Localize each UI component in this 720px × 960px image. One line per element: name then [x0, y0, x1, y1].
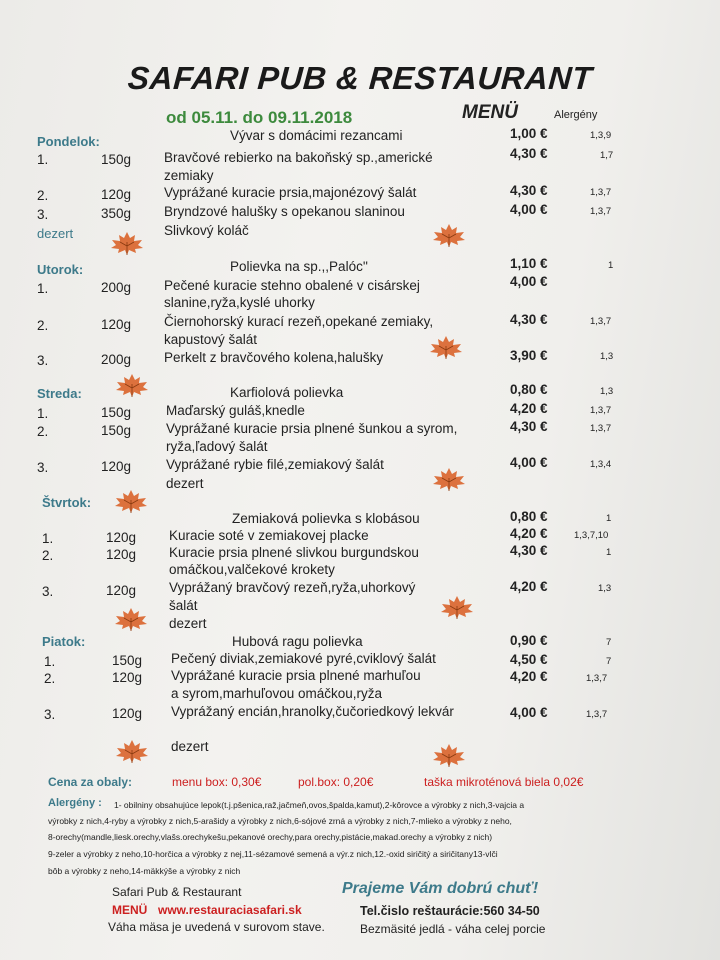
menu-line: 120g [101, 187, 132, 202]
item-allergens: 1,3,7 [590, 423, 612, 434]
item-allergens: 1,3 [600, 351, 614, 362]
day-heading: Utorok: [37, 262, 84, 277]
maple-leaf-icon [430, 222, 468, 248]
item-price: 3,90 € [510, 348, 548, 363]
item-allergens: 1,3,7,10 [574, 530, 609, 541]
item-price: 4,50 € [510, 652, 548, 667]
menu-line: zemiaky [164, 168, 214, 183]
item-price: 0,90 € [510, 633, 548, 648]
menu-line: 3. [37, 460, 49, 475]
item-allergens: 1,3,7 [586, 673, 608, 684]
menu-line: 150g [101, 423, 132, 438]
item-allergens: 1,3 [600, 386, 614, 397]
item-price: 4,20 € [510, 669, 548, 684]
item-price: 4,30 € [510, 419, 548, 434]
menu-line: Bryndzové halušky s opekanou slaninou [164, 204, 405, 219]
menu-line: 1. [37, 406, 49, 421]
item-allergens: 1,3 [598, 583, 612, 594]
item-allergens: 1,3,7 [590, 206, 612, 217]
item-allergens: 1,3,7 [590, 405, 612, 416]
menu-line: Vyprážané kuracie prsia plnené marhuľou [171, 668, 421, 683]
item-allergens: 1 [606, 547, 612, 558]
maple-leaf-icon [112, 488, 150, 514]
weight-note: Váha mäsa je uvedená v surovom stave. [108, 920, 325, 934]
menu-line: Perkelt z bravčového kolena,halušky [164, 350, 384, 365]
item-allergens: 7 [606, 637, 612, 648]
maple-leaf-icon [438, 594, 476, 620]
allergen-line: výrobky z nich,4-ryby a výrobky z nich,5-arašidy a výrobky z nich,6-sójové zrná a výrobky z nich,7-mlieko a výrobky z neho, [48, 816, 512, 826]
allergen-line: 9-zeler a výrobky z neho,10-horčica a výrobky z nej,11-sézamové semená a výr.z nich,12.-oxid siričitý a siričitany13-vlči [48, 849, 498, 859]
menu-line: 3. [44, 707, 56, 722]
menu-line: Zemiaková polievka s klobásou [232, 511, 420, 526]
maple-leaf-icon [113, 738, 151, 764]
item-price: 4,00 € [510, 202, 548, 217]
menu-line: Vyprážané kuracie prsia plnené šunkou a syrom, [166, 421, 458, 436]
menu-line: Vyprážaný bravčový rezeň,ryža,uhorkový [169, 580, 416, 595]
menu-line: dezert [171, 739, 209, 754]
menu-line: Vývar s domácimi rezancami [230, 128, 403, 143]
menu-line: kapustový šalát [164, 332, 258, 347]
allergen-line: 1- obilniny obsahujúce lepok(t.j.pšenica,raž,jačmeň,ovos,špalda,kamut),2-kôrovce a výrobky z nich,3-vajcia a [114, 800, 525, 810]
bag-price: taška mikroténová biela 0,02€ [424, 775, 584, 789]
item-price: 4,00 € [510, 705, 548, 720]
pol-box-price: pol.box: 0,20€ [298, 775, 374, 789]
item-price: 4,00 € [510, 274, 548, 289]
item-allergens: 1,3,7 [590, 187, 612, 198]
item-allergens: 7 [606, 656, 612, 667]
maple-leaf-icon [430, 742, 468, 768]
menu-line: 1. [42, 531, 54, 546]
menu-line: dezert [37, 226, 74, 241]
menu-line: 150g [101, 405, 132, 420]
menu-heading: MENÜ [462, 102, 518, 123]
allergens-legend-title: Alergény : [48, 797, 102, 809]
menu-line: Kuracie prsia plnené slivkou burgundskou [169, 545, 419, 560]
day-heading: Streda: [37, 386, 82, 401]
menu-line: 120g [112, 706, 143, 721]
menu-line: 1. [37, 152, 49, 167]
item-price: 0,80 € [510, 509, 548, 524]
maple-leaf-icon [108, 230, 146, 256]
item-price: 4,30 € [510, 146, 548, 161]
item-allergens: 1,3,4 [590, 459, 612, 470]
allergen-line: 8-orechy(mandle,liesk.orechy,vlašs.orechykešu,pekanové orechy,para orechy,pistácie,makad.orechy a výrobky z nich) [48, 832, 493, 842]
menu-line: 2. [37, 424, 49, 439]
maple-leaf-icon [112, 606, 150, 632]
menu-line: Kuracie soté v zemiakovej placke [169, 528, 369, 543]
maple-leaf-icon [430, 466, 468, 492]
item-price: 1,10 € [510, 256, 548, 271]
menu-line: Vyprážaný encián,hranolky,čučoriedkový lekvár [171, 704, 454, 719]
menu-word: MENÜ [112, 903, 148, 917]
menu-line: 120g [106, 583, 137, 598]
wish-text: Prajeme Vám dobrú chuť! [342, 880, 539, 897]
item-price: 4,30 € [510, 183, 548, 198]
menu-line: omáčkou,valčekové krokety [169, 562, 335, 577]
menu-line: 3. [42, 584, 54, 599]
menu-line: 1. [44, 654, 56, 669]
meatless-note: Bezmäsité jedlá - váha celej porcie [360, 922, 546, 936]
menu-line: Polievka na sp.,,Palóc'' [230, 259, 368, 274]
day-heading: Piatok: [42, 634, 86, 649]
item-price: 4,20 € [510, 401, 548, 416]
menu-line: Pečené kuracie stehno obalené v cisárskej [164, 278, 420, 293]
item-price: 4,30 € [510, 312, 548, 327]
day-heading: Štvrtok: [42, 495, 92, 510]
website-link[interactable]: www.restauraciasafari.sk [158, 903, 302, 917]
menu-line: Bravčové rebierko na bakoňský sp.,americké [164, 150, 433, 165]
maple-leaf-icon [113, 372, 151, 398]
menu-line: 120g [106, 547, 137, 562]
item-allergens: 1,7 [600, 150, 614, 161]
item-price: 4,00 € [510, 455, 548, 470]
allergen-line: bôb a výrobky z neho,14-mäkkýše a výrobky z nich [48, 866, 241, 876]
item-price: 0,80 € [510, 382, 548, 397]
menu-line: dezert [166, 476, 204, 491]
menu-line: 200g [101, 352, 132, 367]
menu-line: 2. [37, 188, 49, 203]
menu-line: 2. [44, 671, 56, 686]
menu-box-price: menu box: 0,30€ [172, 775, 262, 789]
menu-line: slanine,ryža,kyslé uhorky [164, 295, 315, 310]
menu-line: 3. [37, 353, 49, 368]
packaging-label: Cena za obaly: [48, 775, 133, 789]
item-allergens: 1,3,7 [586, 709, 608, 720]
menu-date-range: od 05.11. do 09.11.2018 [166, 108, 353, 127]
restaurant-name: Safari Pub & Restaurant [112, 885, 242, 899]
item-allergens: 1 [608, 260, 614, 271]
day-heading: Pondelok: [37, 134, 100, 149]
menu-line: 2. [42, 548, 54, 563]
phone-number: Tel.čislo reštaurácie:560 34-50 [360, 904, 540, 918]
menu-line: 2. [37, 318, 49, 333]
menu-line: šalát [169, 598, 198, 613]
menu-line: a syrom,marhuľovou omáčkou,ryža [171, 686, 383, 701]
item-allergens: 1,3,9 [590, 130, 612, 141]
menu-line: 150g [101, 152, 132, 167]
menu-line: 350g [101, 206, 132, 221]
menu-line: Vyprážané kuracie prsia,majonézový šalát [164, 185, 417, 200]
menu-line: 1. [37, 281, 49, 296]
menu-line: Maďarský guláš,knedle [166, 403, 305, 418]
menu-line: 120g [101, 459, 132, 474]
menu-line: Karfiolová polievka [230, 385, 344, 400]
item-price: 4,20 € [510, 579, 548, 594]
menu-line: Vyprážané rybie filé,zemiakový šalát [166, 457, 384, 472]
restaurant-title: SAFARI PUB & RESTAURANT [126, 60, 594, 96]
item-allergens: 1,3,7 [590, 316, 612, 327]
item-allergens: 1 [606, 513, 612, 524]
menu-line: 150g [112, 653, 143, 668]
item-price: 1,00 € [510, 126, 548, 141]
item-price: 4,30 € [510, 543, 548, 558]
item-price: 4,20 € [510, 526, 548, 541]
menu-line: 120g [101, 317, 132, 332]
menu-line: dezert [169, 616, 207, 631]
menu-line: 120g [112, 670, 143, 685]
menu-line: Čiernohorský kurací rezeň,opekané zemiaky, [164, 314, 434, 329]
menu-line: 200g [101, 280, 132, 295]
menu-line: 120g [106, 530, 137, 545]
allergens-heading: Alergény [554, 109, 598, 121]
menu-line: Hubová ragu polievka [232, 634, 363, 649]
maple-leaf-icon [427, 334, 465, 360]
menu-line: ryža,ľadový šalát [166, 439, 268, 454]
menu-line: Slivkový koláč [164, 223, 249, 238]
menu-line: Pečený diviak,zemiakové pyré,cviklový šalát [171, 651, 436, 666]
menu-line: 3. [37, 207, 49, 222]
